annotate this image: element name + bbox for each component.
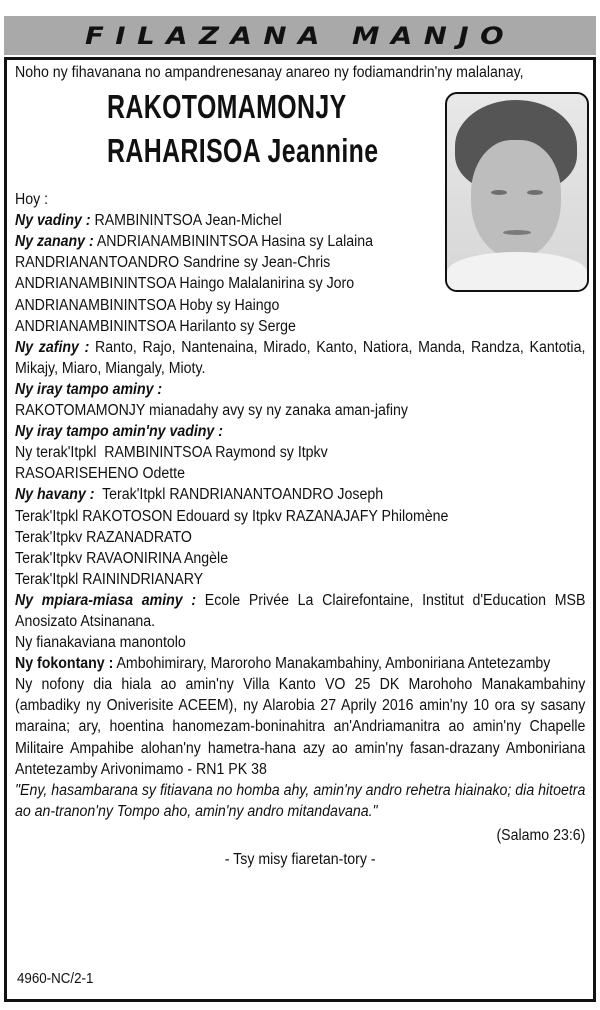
havany-first: Terak'Itpkl RANDRIANANTOANDRO Joseph <box>94 486 384 504</box>
deceased-name <box>107 85 539 173</box>
vadiny-text: RAMBININTSOA Jean-Michel <box>90 212 282 230</box>
zanany-line <box>15 231 539 252</box>
iray-tampo-vadiny-item: Ny terak'Itpkl RAMBININTSOA Raymond sy Itpkv <box>15 444 328 462</box>
obituary-box <box>4 57 596 1002</box>
bible-verse: "Eny, hasambarana sy fitiavana no homba ahy, amin'ny andro rehetra hiainako; dia hitoetra ao an-tranon'ny Tompo aho, amin'ny andro mitandavana." <box>15 781 586 820</box>
zanany-item: ANDRIANAMBININTSOA Harilanto sy Serge <box>15 317 296 335</box>
header-title: FILAZANA MANJO <box>84 21 516 50</box>
zanany-item: ANDRIANAMBININTSOA Haingo Malalanirina sy Joro <box>15 275 355 293</box>
zanany-label: Ny zanany : <box>15 233 94 251</box>
zanany-item: ANDRIANAMBININTSOA Hoby sy Haingo <box>15 296 280 314</box>
iray-tampo-vadiny-label: Ny iray tampo amin'ny vadiny : <box>15 423 223 441</box>
zanany-first: ANDRIANAMBININTSOA Hasina sy Lalaina <box>93 233 374 251</box>
fokontany-line <box>15 653 585 674</box>
havany-item: Terak'Itpkl RAKOTOSON Edouard sy Itpkv RAZANAJAFY Philomène <box>15 507 449 525</box>
intro-text: Noho ny fihavanana no ampandrenesanay anareo ny fodiamandrin'ny malalanay, <box>15 64 524 81</box>
havany-line <box>15 484 539 505</box>
iray-tampo-label: Ny iray tampo aminy : <box>15 380 163 398</box>
havany-item: Terak'Itpkl RAININDRIANARY <box>15 570 204 588</box>
fokontany-text: Ambohimirary, Maroroho Manakambahiny, Amboniriana Antetezamby <box>113 655 551 673</box>
obituary-content <box>15 62 586 870</box>
header-banner <box>4 16 596 55</box>
zanany-item: RANDRIANANTOANDRO Sandrine sy Jean-Chris <box>15 254 331 272</box>
fianakaviana-text: Ny fianakaviana manontolo <box>15 634 186 652</box>
funeral-details: Ny nofony dia hiala ao amin'ny Villa Kanto VO 25 DK Marohoho Manakambahiny (ambadiky ny Oniverisite ACEEM), ny Alarobia 27 Aprily 2016 amin'ny 10 ora sy sasany maraina; ary, hoentina hanomezam-boninahitra an'Andriamanitra ao amin'ny Chapelle Militaire Ampahibe alohan'ny hametra-hana azy ao amin'ny fasan-drazany Amboniriana Antetezamby Arivonimamo - RN1 PK 38 <box>15 676 586 778</box>
hoy-text: Hoy : <box>15 191 49 209</box>
mpiara-miasa-label: Ny mpiara-miasa aminy : <box>15 591 197 609</box>
fokontany-label: Ny fokontany : <box>15 655 114 673</box>
deceased-surname: RAKOTOMAMONJY <box>107 88 347 126</box>
deceased-given-name: RAHARISOA Jeannine <box>107 132 379 170</box>
closing-text: - Tsy misy fiaretan-tory - <box>224 851 376 868</box>
ad-reference-code: 4960-NC/2-1 <box>17 971 94 987</box>
havany-label: Ny havany : <box>15 486 95 504</box>
havany-item: Terak'Itpkv RAVAONIRINA Angèle <box>15 549 229 567</box>
verse-reference: (Salamo 23:6) <box>496 826 586 844</box>
zafiny-text: Ranto, Rajo, Nantenaina, Mirado, Kanto, Natiora, Manda, Randza, Kantotia, Mikajy, Miaro, Miangaly, Mioty. <box>15 338 586 377</box>
zafiny-line <box>15 337 585 379</box>
zafiny-label: Ny zafiny : <box>15 338 90 356</box>
mpiara-miasa-text: Ecole Privée La Clairefontaine, Institut d'Education MSB Anosizato Atsinanana. <box>15 591 586 630</box>
iray-tampo-vadiny-item: RASOARISEHENO Odette <box>15 465 185 483</box>
vadiny-label: Ny vadiny : <box>15 212 91 230</box>
mpiara-miasa-line <box>15 590 585 632</box>
iray-tampo-text: RAKOTOMAMONJY mianadahy avy sy ny zanaka aman-jafiny <box>15 402 408 420</box>
vadiny-line <box>15 210 539 231</box>
havany-item: Terak'Itpkv RAZANADRATO <box>15 528 192 546</box>
